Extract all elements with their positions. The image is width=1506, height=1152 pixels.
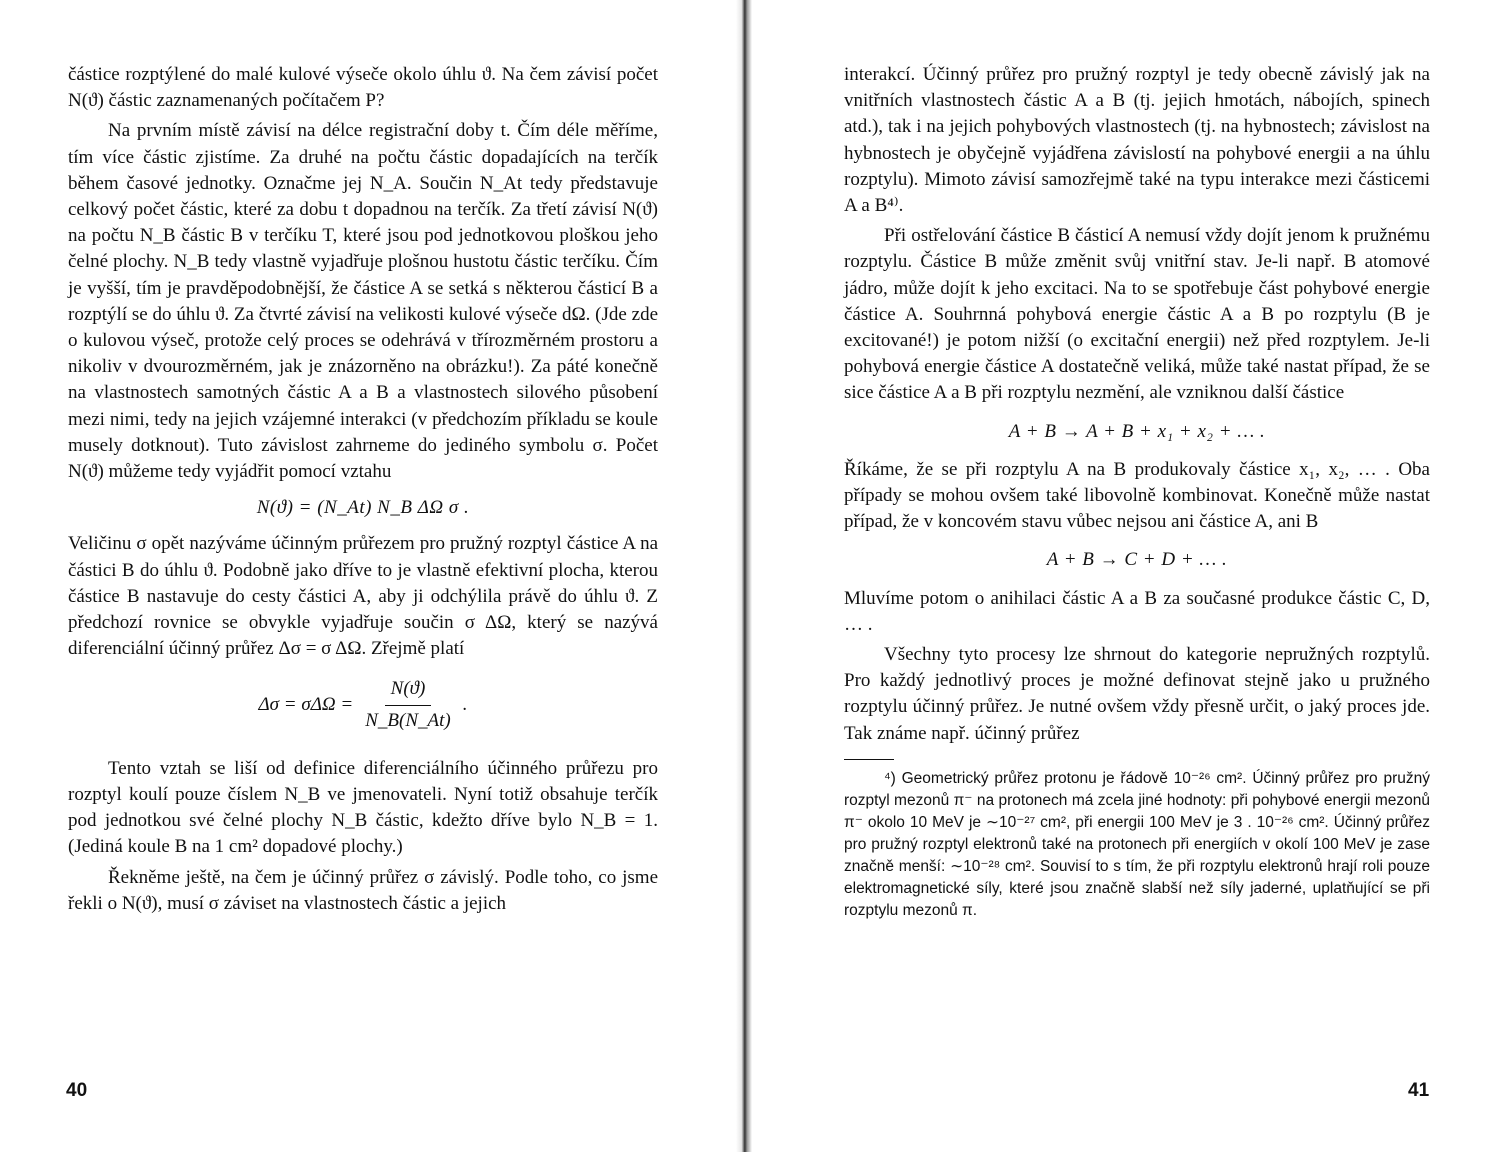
page-number: 41 — [1408, 1080, 1430, 1101]
paragraph: Říkáme, že se při rozptylu A na B produkovaly částice x₁, x₂, … . Oba případy se mohou ovšem také libovolně kombinovat. Konečně může nastat případ, že v koncovém stavu vůbec nejsou ani částice A, ani B — [844, 458, 1430, 533]
paragraph: Řekněme ještě, na čem je účinný průřez σ závislý. Podle toho, co jsme řekli o N(ϑ), musí σ záviset na vlastnostech částic a jejich — [68, 866, 658, 914]
equation: A + B → A + B + x₁ + x₂ + … . — [1008, 420, 1266, 442]
equation-tail: . — [462, 694, 468, 716]
equation-lhs: Δσ = σΔΩ = — [258, 694, 354, 716]
equation: N(ϑ) = (N_At) N_B ΔΩ σ . — [256, 497, 470, 519]
footnote-rule — [844, 759, 894, 760]
paragraph: Tento vztah se liší od definice diferenciálního účinného průřezu pro rozptyl koulí pouze číslem N_B ve jmenovateli. Nyní totiž obsahuje terčík pod jednotkou své čelné plochy N_B částic, kdežto dříve bylo N_B = 1. (Jediná koule B na 1 cm² dopadové plochy.) — [68, 757, 658, 858]
book-spine — [736, 0, 752, 1152]
fraction-equation — [68, 676, 658, 733]
paragraph: Při ostřelování částice B částicí A nemusí vždy dojít jenom k pružnému rozptylu. Částice B může změnit svůj vnitřní stav. Je-li např. B atomové jádro, může dojít k jeho excitaci. Na to se spotřebuje část pohybové energie částice A. Souhrnná pohybová energie částic A a B po rozptylu (B je excitované!) je potom nižší (o excitační energii) než před rozptylem. Je-li pohybová energie částice A dostatečně veliká, může také nastat případ, že se sice částice A a B při rozptylu nezmění, ale vzniknou další částice — [844, 225, 1430, 404]
fraction-numerator: N(ϑ) — [385, 676, 432, 705]
fraction-denominator: N_B(N_At) — [365, 709, 451, 731]
page-number: 40 — [66, 1080, 88, 1101]
paragraph: Na prvním místě závisí na délce registrační doby t. Čím déle měříme, tím více částic zjistíme. Za druhé na počtu částic dopadajících na terčík během časové jednotky. Označme jej N_A. Součin N_At tedy představuje celkový počet částic, které za dobu t dopadnou na terčík. Za třetí závisí N(ϑ) na počtu N_B částic B v terčíku T, které jsou pod jednotkovou ploškou jeho čelné plochy. N_B tedy vlastně vyjadřuje plošnou hustotu částic terčíku. Čím je vyšší, tím je pravděpodobnější, že částice A se setká s některou částicí B a rozptýlí se do úhlu ϑ. Za čtvrté závisí na velikosti kulové výseče dΩ. (Jde zde o kulovou výseč, protože celý proces se odehrává v třírozměrném prostoru a nikoliv v dvourozměrném, jak je znázorněno na obrázku!). Za páté konečně na vlastnostech samotných částic A a B a vlastnostech silového působení mezi nimi, tedy na jejich vzájemné interakci (v předchozím příkladu se koule musely dotknout). Tuto závislost zahrneme do jediného symbolu σ. Počet N(ϑ) můžeme tedy vyjádřit pomocí vztahu — [68, 120, 658, 483]
paragraph: Všechny tyto procesy lze shrnout do kategorie nepružných rozptylů. Pro každý jednotlivý proces je možné definovat stejně jako u pružného rozptylu účinný průřez. Je nutné ovšem vždy přesně určit, o jaký proces jde. Tak známe např. účinný průřez — [844, 644, 1430, 744]
footnote: ⁴) Geometrický průřez protonu je řádově 10⁻²⁶ cm². Účinný průřez pro pružný rozptyl mezonů π⁻ na protonech má zcela jiné hodnoty: při pohybové energii mezonů π⁻ okolo 10 MeV je ∼10⁻²⁷ cm², při energii 100 MeV je 3 . 10⁻²⁶ cm². Účinný průřez pro pružný rozptyl elektronů také na protonech při energiích v okolí 100 MeV je zase značně menší: ∼10⁻²⁸ cm². Souvisí to s tím, že při rozptylu elektronů hrají roli pouze elektromagnetické síly, které jsou značně slabší než síly jaderné, uplatňující se při rozptylu mezonů π. — [844, 769, 1430, 919]
paragraph: Mluvíme potom o anihilaci částic A a B za současné produkce částic C, D, … . — [844, 587, 1430, 635]
paragraph: interakcí. Účinný průřez pro pružný rozptyl je tedy obecně závislý jak na vnitřních vlastnostech částic A a B (tj. jejich hmotách, nábojích, spinech atd.), tak i na jejich pohybových vlastnostech (tj. na hybnostech; závislost na hybnostech je obyčejně vyjádřena závislostí na pohybové energii a na úhlu rozptylu). Mimoto závisí samozřejmě také na typu interakce mezi částicemi A a B⁴⁾. — [844, 64, 1430, 217]
right-text-block — [844, 62, 1430, 922]
equation: A + B → C + D + … . — [1046, 549, 1228, 571]
left-text-block — [68, 62, 658, 917]
paragraph: Veličinu σ opět nazýváme účinným průřezem pro pružný rozptyl částice A na částici B do úhlu ϑ. Podobně jako dříve to je vlastně efektivní plocha, kterou částice B nastavuje do cesty částici A, aby ji odchýlila právě do úhlu ϑ. Z předchozí rovnice se obvykle vyjadřuje součin σ ΔΩ, který se nazývá diferenciální účinný průřez Δσ = σ ΔΩ. Zřejmě platí — [68, 533, 658, 660]
fraction — [359, 676, 457, 733]
left-page — [0, 0, 740, 1152]
right-page — [752, 0, 1506, 1152]
paragraph: částice rozptýlené do malé kulové výseče okolo úhlu ϑ. Na čem závisí počet N(ϑ) částic zaznamenaných počítačem P? — [68, 64, 658, 112]
